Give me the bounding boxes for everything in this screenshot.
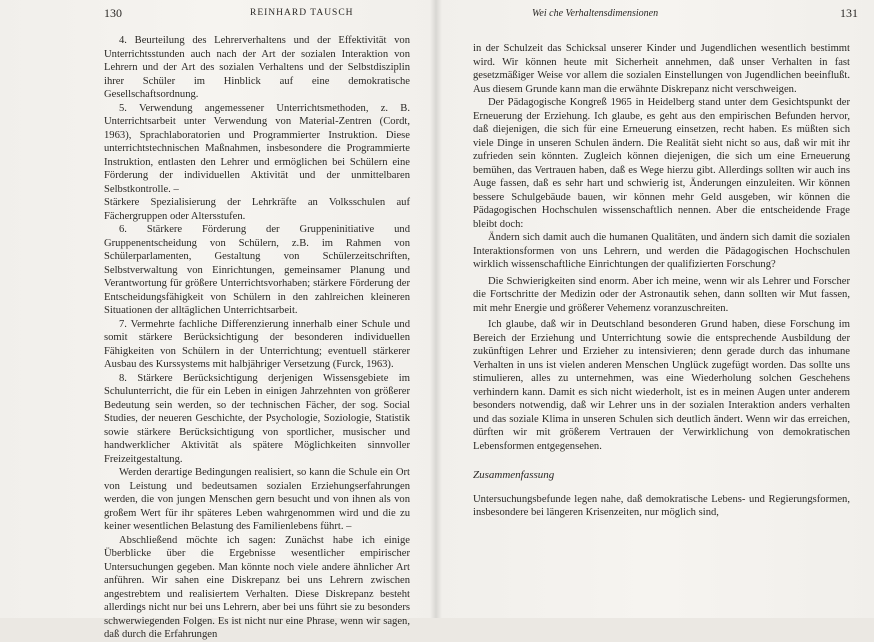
left-page [0, 0, 436, 640]
paragraph: 6. Stärkere Förderung der Gruppeninitiative und Gruppenentscheidung von Schülern, z.B. im Rahmen von Schülerparlamenten, Gestaltung von Schülerzeitschriften, Selbstverwaltung von Einrichtungen, gemeinsamer Planung und Verantwortung für größere Unterrichtsvorhaben; stärkere Förderung der Entscheidungsfähigkeit von Schülern in den zahlreichen kleineren Situationen der alltäglichen Unterrichtsarbeit. [104, 224, 410, 316]
paragraph: 8. Stärkere Berücksichtigung derjenigen Wissensgebiete im Schulunterricht, die für ein Leben in einigen Jahrzehnten von größerer Bedeutung sein werden, so der technischen Fächer, der sog. Social Studies, der neueren Geschichte, der Psychologie, Soziologie, Statistik sowie stärkere Berücksichtigung von sportlicher, musischer und handwerklicher Aktivität als spätere Möglichkeiten sinnvoller Freizeitgestaltung. [104, 372, 410, 465]
right-page-number: 131 [840, 6, 858, 20]
right-page [436, 0, 874, 618]
paragraph: Abschließend möchte ich sagen: Zunächst habe ich einige Überblicke über die Ergebnisse wesentlicher empirischer Untersuchungen gegeben. Man könnte noch viele andere ähnlicher Art anführen. Wir sahen eine Diskrepanz bei uns Lehrern zwischen angestrebtem und realisiertem Verhalten. Diese Diskrepanz besteht allerdings nicht nur bei uns Lehrern, aber bei uns führt sie zu besonders schwerwiegenden Folgen. Es ist nicht nur eine Phrase, wenn wir sagen, daß durch die Erfahrungen [104, 534, 410, 640]
paragraph: Der Pädagogische Kongreß 1965 in Heidelberg stand unter dem Gesichtspunkt der Erneuerung der Erziehung. Ich glaube, es geht aus den empirischen Befunden hervor, daß diejenigen, die sich für eine Erneuerung einsetzen, recht haben. Es müßten sich viele Dinge in unseren Schulen ändern. Die Realität sieht nicht so aus, daß wir mit ihr zufrieden sein könnten. Zugleich können diejenigen, die sich um eine Erneuerung bemühen, das Vertrauen haben, daß es Wege hierzu gibt. Allerdings sollten wir auch ins Auge fassen, daß es sehr hart und schwierig ist, Änderungen einzuleiten. Wir können bessere Schulgebäude bauen, wir können mehr Geld ausgeben, wir können die Pädagogischen Hochschulen wissenschaftlich nennen. Aber die entscheidende Frage bleibt doch: [473, 97, 850, 230]
paragraph: Die Schwierigkeiten sind enorm. Aber ich meine, wenn wir als Lehrer und Forscher die Fortschritte der Medizin oder der Astronautik sehen, dann sollten wir Mut fassen, mit mehr Energie und größerer Vehemenz voranzuschreiten. [473, 275, 850, 314]
left-running-head: REINHARD TAUSCH [250, 8, 354, 18]
left-text-column [104, 34, 410, 642]
paragraph: Ändern sich damit auch die humanen Qualitäten, und ändern sich damit die sozialen Interaktionsformen von uns Lehrern, und werden die Pädagogischen Hochschulen wirklich wissenschaftliche Einrichtungen der qualifizierten Forschung? [473, 232, 850, 270]
paragraph: 7. Vermehrte fachliche Differenzierung innerhalb einer Schule und somit stärkere Berücksichtigung der besonderen individuellen Fähigkeiten von Schülern in der Unterrichtung; eventuell stärkerer Ausbau des Kurssystems mit halbjähriger Versetzung (Furck, 1963). [104, 318, 410, 370]
paragraph: 4. Beurteilung des Lehrerverhaltens und der Effektivität von Unterrichtsstunden auch nach der Art der sozialen Interaktion von Lehrern und der Art des sozialen Verhaltens und der Selbstdisziplin ihrer Schüler im Hinblick auf eine demokratische Gesellschaftsordnung. [104, 35, 410, 100]
paragraph: Werden derartige Bedingungen realisiert, so kann die Schule ein Ort von Leistung und bedeutsamen sozialen Erziehungserfahrungen werden, die von jungen Menschen gern besucht und von ihnen als von großem Wert für ihr späteres Leben wahrgenommen wird und die zu keiner wesentlichen Belastung des Familienlebens führt. – [104, 467, 410, 532]
summary-paragraph: Untersuchungsbefunde legen nahe, daß demokratische Lebens- und Regierungsformen, insbesondere bei längeren Krisenzeiten, nur möglich sind, [473, 493, 850, 518]
right-text-column [473, 42, 850, 520]
book-gutter [430, 0, 442, 618]
paragraph: Ich glaube, daß wir in Deutschland besonderen Grund haben, diese Forschung im Bereich der Erziehung und Unterrichtung sowie die entsprechende Ausbildung der zukünftigen Lehrer und Erzieher zu intensivieren; denn gerade durch das inhumane Verhalten in uns ist vielen anderen Menschen Unglück zugefügt worden. Das sollte uns stimulieren, alles zu unternehmen, was eine Wiederholung solchen Geschehens verhindern kann. Damit es sich nicht wiederholt, ist es in meinen Augen unter anderem besonders notwendig, daß wir Lehrer uns in der sozialen Interaktion anders verhalten und das soziale Klima in unseren Schulen sich deutlich ändert. Wenn wir das erreichen, dürften wir mit größerem Vertrauen der Verwirklichung von demokratischen Lebensformen entgegensehen. [473, 319, 850, 452]
right-running-head: Wei che Verhaltensdimensionen [532, 8, 659, 19]
left-page-number: 130 [104, 6, 122, 20]
section-heading: Zusammenfassung [473, 469, 555, 481]
paragraph: in der Schulzeit das Schicksal unserer Kinder und Jugendlichen wesentlich bestimmt wird. Wir können heute mit Sicherheit annehmen, daß unser Verhalten in fast gesetzmäßiger Weise vor allem die sozialen Einstellungen von Jugendlichen beeinflußt. Aus diesem Grunde kann man die erwähnte Diskrepanz nicht verschweigen. [473, 43, 850, 95]
paragraph: 5. Verwendung angemessener Unterrichtsmethoden, z. B. Unterrichtsarbeit unter Verwendung von Material-Zentren (Cordt, 1963), Sprachlaboratorien und Programmierter Instruktion. Diese unterrichtstechnischen Maßnahmen, insbesondere die Programmierte Instruktion, entlasten den Lehrer und ermöglichen bei Schülern eine Förderung der individuellen Aktivität und der unmittelbaren Selbstkontrolle. – [104, 102, 410, 195]
paragraph: Stärkere Spezialisierung der Lehrkräfte an Volksschulen auf Fächergruppen oder Altersstufen. [104, 197, 410, 222]
